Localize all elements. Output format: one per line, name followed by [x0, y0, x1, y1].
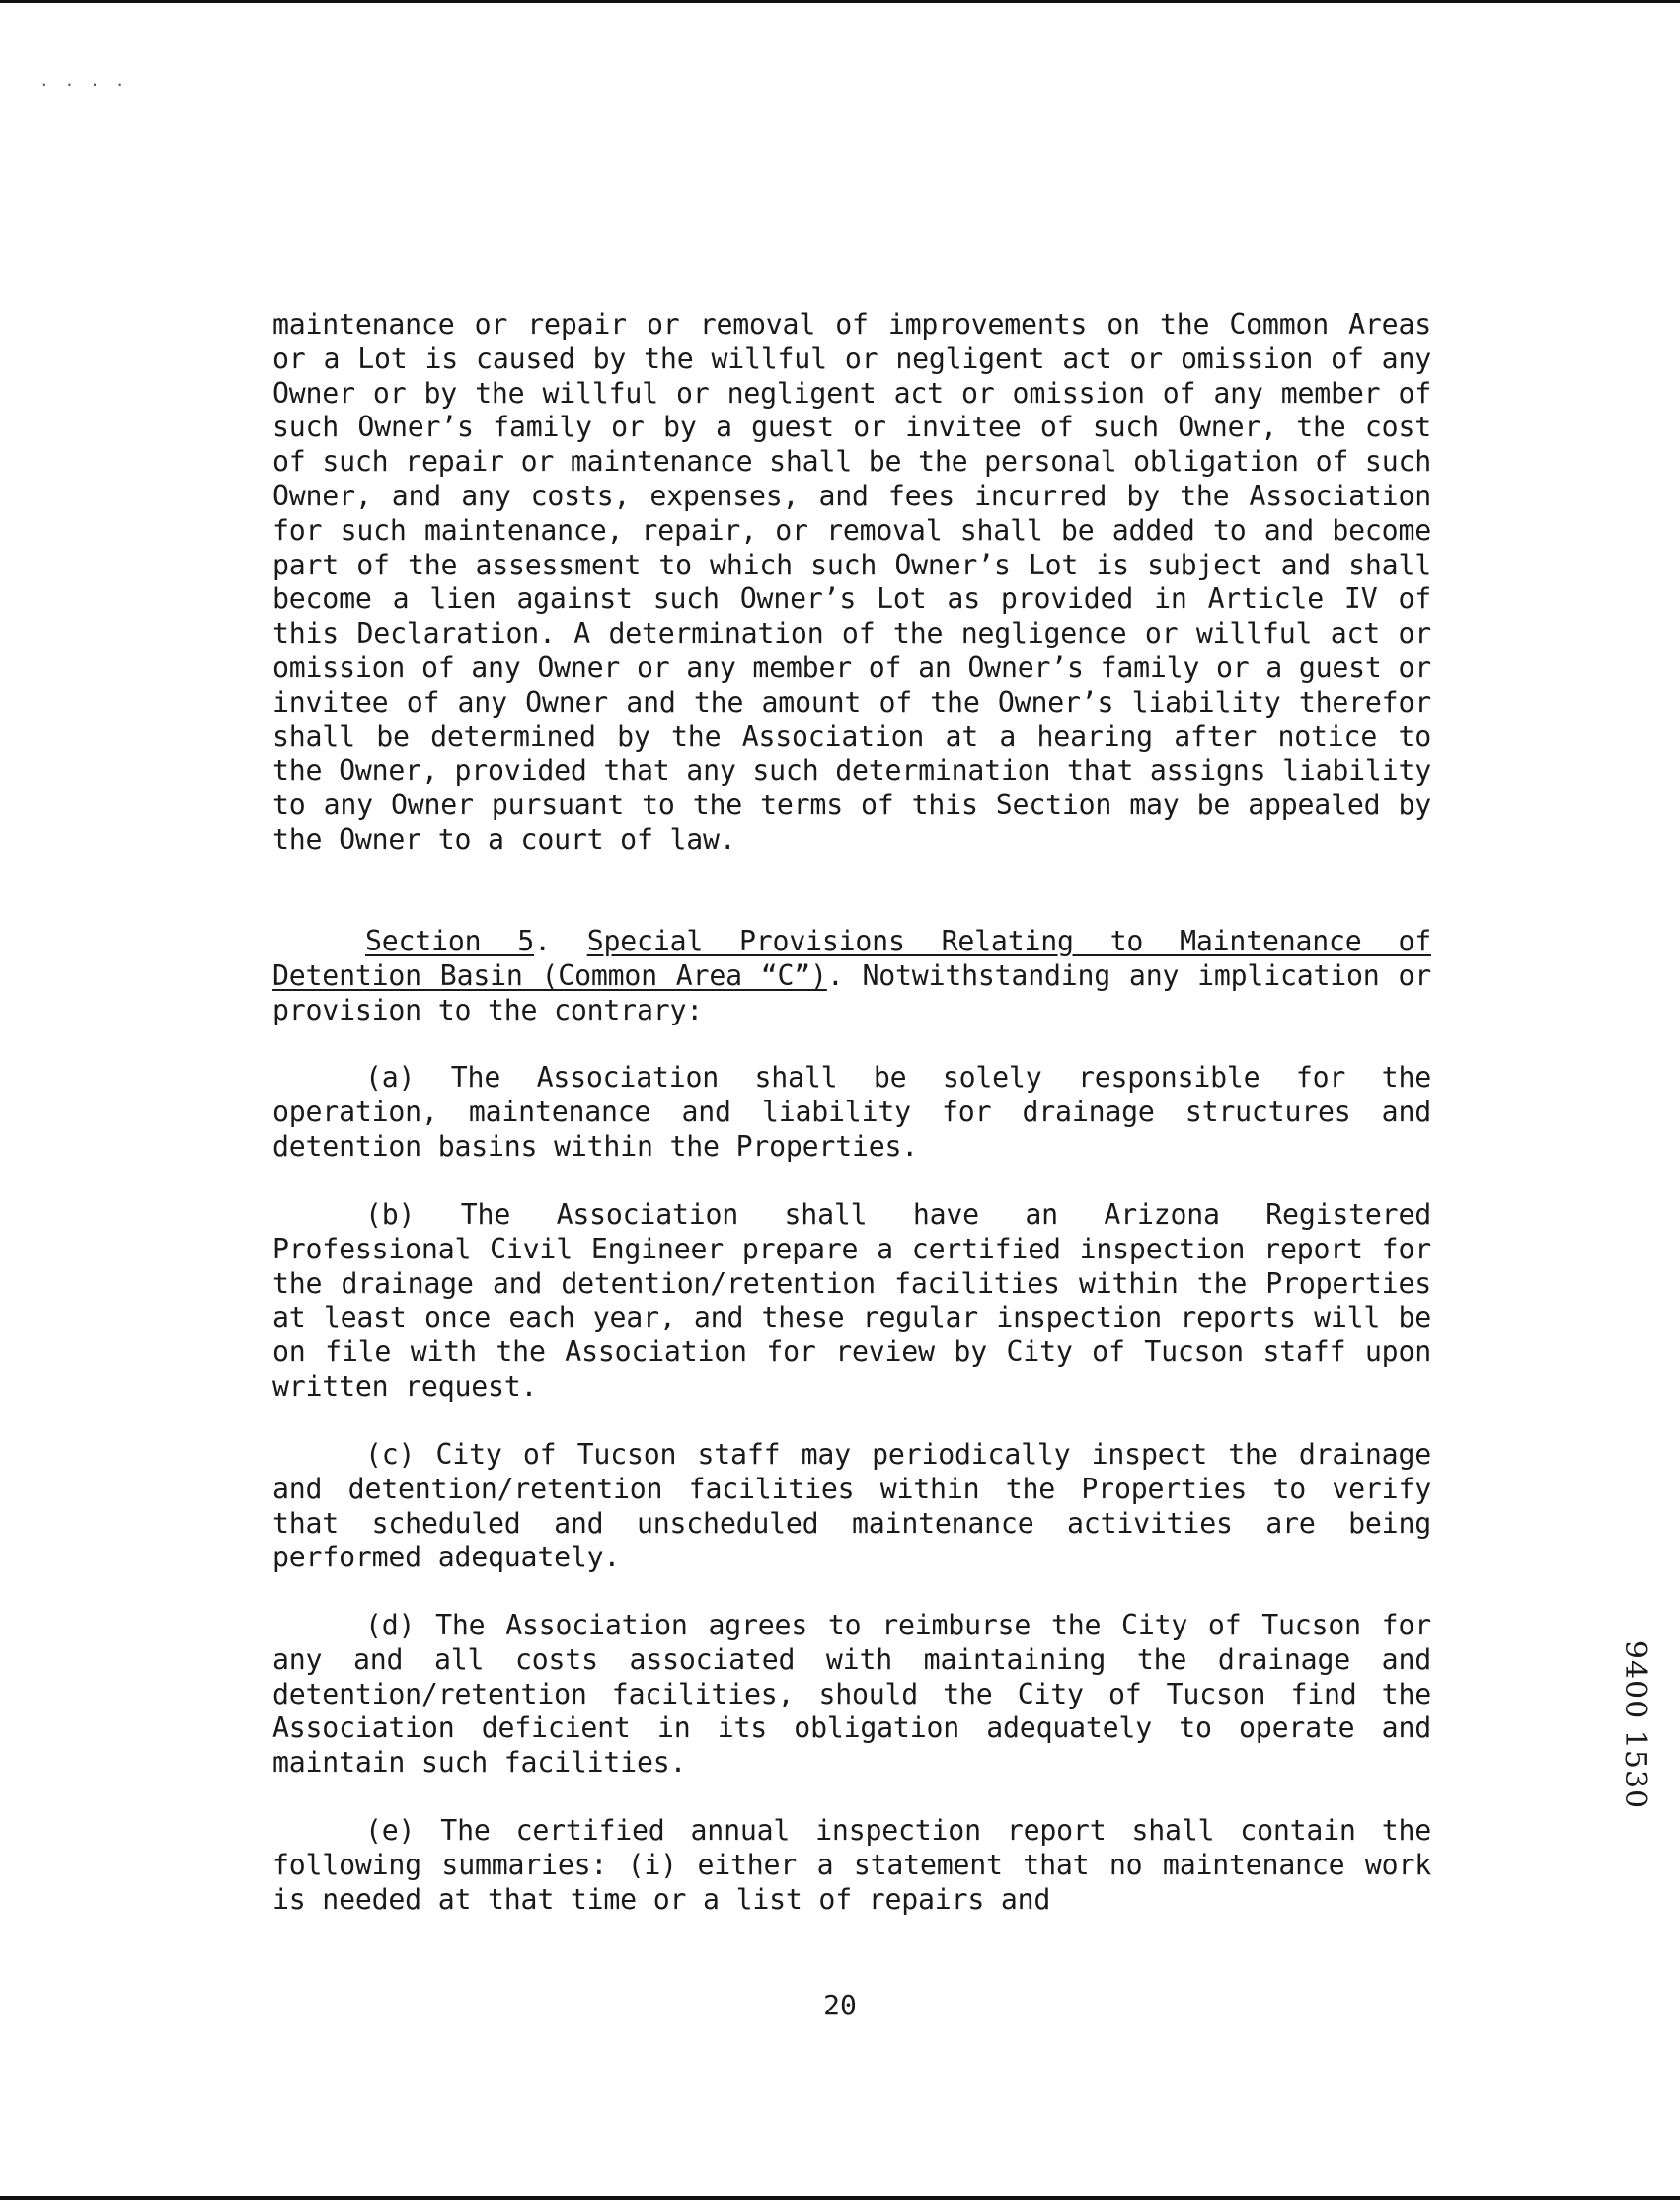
page-number: 20 [823, 1989, 857, 2021]
bottom-border-line [0, 2196, 1680, 2200]
subsection-b: (b) The Association shall have an Arizona Registered Professional Civil Engineer prepare a certified inspection report for the drainage and detention/retention facilities within the Properties at least once each year, and these regular inspection reports will be on file with the Association for review by City of Tucson staff upon written request. [272, 1198, 1431, 1403]
section-5-number: Section 5 [365, 925, 535, 957]
subsection-a: (a) The Association shall be solely responsible for the operation, maintenance and liability for drainage structures and detention basins within the Properties. [272, 1061, 1431, 1163]
section-5-intro: . Notwithstanding any implication or provision to the contrary: [272, 958, 1431, 1026]
side-stamp-text: 9400 1530 [1618, 1639, 1653, 1809]
continuation-paragraph: maintenance or repair or removal of improvements on the Common Areas or a Lot is caused by the willful or negligent act or omission of any Owner or by the willful or negligent act or omission of any member of such Owner’s family or by a guest or invitee of such Owner, the cost of such repair or maintenance shall be the personal obligation of such Owner, and any costs, expenses, and fees incurred by the Association for such maintenance, repair, or removal shall be added to and become part of the assessment to which such Owner’s Lot is subject and shall become a lien against such Owner’s Lot as provided in Article IV of this Declaration. A determination of the negligence or willful act or omission of any Owner or any member of an Owner’s family or a guest or invitee of any Owner and the amount of the Owner’s liability therefor shall be determined by the Association at a hearing after notice to the Owner, provided that any such determination that assigns liability to any Owner pursuant to the terms of this Section may be appealed by the Owner to a court of law. [272, 308, 1431, 856]
section-5-separator: . [534, 925, 551, 957]
subsection-c: (c) City of Tucson staff may periodically inspect the drainage and detention/retention facilities within the Properties to verify that scheduled and unscheduled maintenance activities are being performed adequately. [272, 1438, 1431, 1574]
subsection-d: (d) The Association agrees to reimburse the City of Tucson for any and all costs associated with maintaining the drainage and detention/retention facilities, should the City of Tucson find the Association deficient in its obligation adequately to operate and maintain such facilities. [272, 1609, 1431, 1780]
side-stamp [1619, 1591, 1652, 1858]
scan-specks: .... [39, 71, 141, 90]
top-border-line [0, 0, 1680, 3]
subsection-e: (e) The certified annual inspection report shall contain the following summaries: (i) either a statement that no maintenance work is needed at that time or a list of repairs and [272, 1814, 1431, 1916]
section-5-paragraph [272, 925, 1431, 1027]
section-5-title: Special Provisions Relating to Maintenance of Detention Basin (Common Area “C”) [272, 925, 1431, 992]
